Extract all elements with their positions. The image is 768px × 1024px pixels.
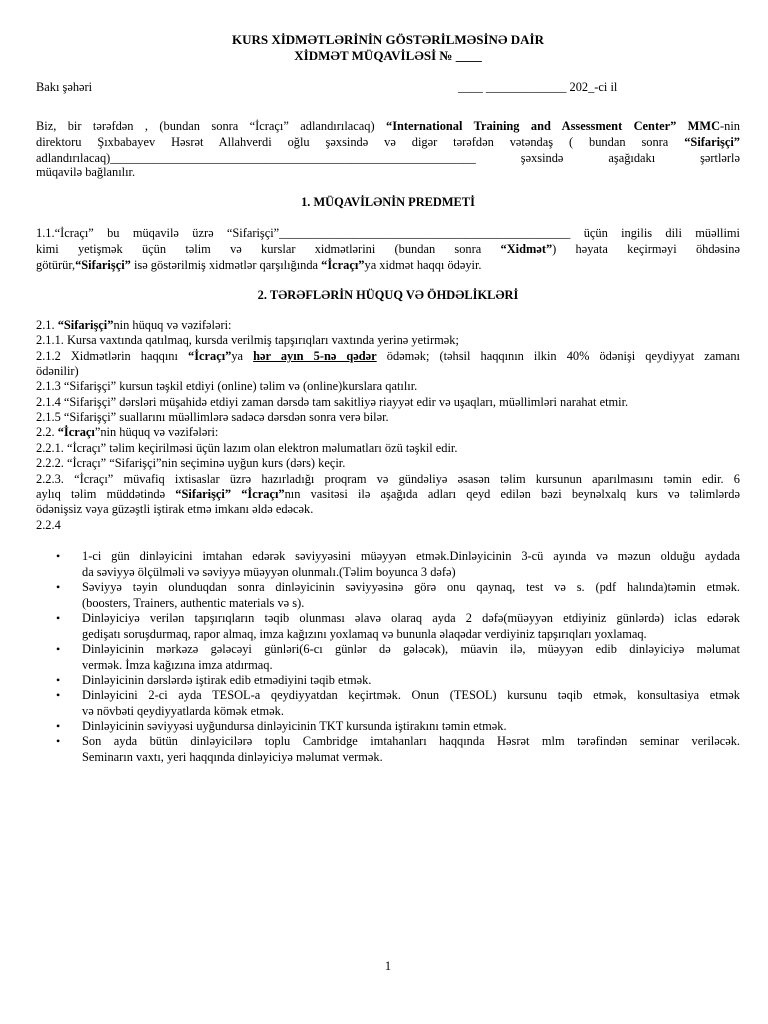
bullet-marker: • <box>56 673 61 687</box>
doc-title-line1: KURS XİDMƏTLƏRİNİN GÖSTƏRİLMƏSİNƏ DAİR <box>231 32 545 47</box>
section1-line-3: götürür,“Sifarişçi” isə göstərilmiş xidmətlər qarşılığında “İcraçı”ya xidmət haqqı ödəyir. <box>36 258 482 272</box>
clause-2-2: 2.2. “İcraçı”nin hüquq və vəzifələri: <box>36 425 219 439</box>
clause-2-1: 2.1. “Sifarişçi”nin hüquq və vəzifələri: <box>36 318 232 332</box>
clause-2-1-2: 2.1.2 Xidmətlərin haqqını “İcraçı”ya hər ayın 5-nə qədər ödəmək; (təhsil haqqının ilkin 40% ödənişi qeydiyyat zamanı <box>36 349 740 363</box>
intro-line-2: direktoru Şıxbabayev Həsrət Allahverdi oğlu şəxsində və digər tərəfdən vətəndaş ( bundan sonra “Sifarişçi” <box>36 135 740 149</box>
clause-2-1-5: 2.1.5 “Sifarişçi” suallarını müəllimlərə sadəcə dərsdən sonra verə bilər. <box>36 410 389 424</box>
bullet-item-line: Dinləyiciyə verilən tapşırıqların təqib olunması əlavə olaraq ayda 2 dəfə(müəyyən etdiyiniz günlərdə) iclas edərək <box>82 611 740 625</box>
clause-2-2-3: 2.2.3. “İcraçı” müvafiq ixtisaslar üzrə hazırladığı proqram və gündəliyə əsasən təlim kursunun aparılmasını təmin edir. 6 <box>36 472 740 486</box>
clause-2-2-1: 2.2.1. “İcraçı” təlim keçirilməsi üçün lazım olan elektron məlumatları özü təşkil edir. <box>36 441 458 455</box>
doc-title-line2: XİDMƏT MÜQAVİLƏSİ № ____ <box>294 48 482 63</box>
bullet-item-line: və növbəti qeydiyyatlarda kömək etmək. <box>82 704 284 718</box>
clause-2-1-3: 2.1.3 “Sifarişçi” kursun təşkil etdiyi (online) təlim və (online)kurslara qatılır. <box>36 379 418 393</box>
bullet-item-line: vermək. İmza kağızına imza atdırmaq. <box>82 658 273 672</box>
section2-heading: 2. TƏRƏFLƏRİN HÜQUQ VƏ ÖHDƏLİKLƏRİ <box>257 288 519 302</box>
clause-2-1-1: 2.1.1. Kursa vaxtında qatılmaq, kursda verilmiş tapşırıqları vaxtında yerinə yetirmək; <box>36 333 459 347</box>
clause-2-2-2: 2.2.2. “İcraçı” “Sifarişçi”nin seçiminə uyğun kurs (dərs) keçir. <box>36 456 346 470</box>
city-label: Bakı şəhəri <box>36 80 93 94</box>
bullet-item-line: Səviyyə təyin olunduqdan sonra dinləyicinin səviyyəsinə görə onu qaynaq, test və s. (pdf halında)təmin etmək. <box>82 580 740 594</box>
intro-line-1: Biz, bir tərəfdən , (bundan sonra “İcraçı” adlandırılacaq) “International Training and Assessment Center” MMC-nin <box>36 119 740 133</box>
bullet-item-line: Dinləyicinin mərkəzə gələcəyi günləri(6-cı günlər də gələcək), müavin ilə, müəyyən edib dinləyiciyə məlumat <box>82 642 740 656</box>
clause-2-2-4: 2.2.4 <box>36 518 61 532</box>
clause-2-1-2-cont: ödənilir) <box>36 364 79 378</box>
bullet-item-line: da səviyyə ölçülməli və səviyyə müəyyən olunmalı.(Təlim boyunca 3 dəfə) <box>82 565 456 579</box>
bullet-item-line: Son ayda bütün dinləyicilərə toplu Cambridge imtahanları haqqında Həsrət mlm tərəfindən seminar veriləcək. <box>82 734 740 748</box>
bullet-marker: • <box>56 719 61 733</box>
clause-2-1-4: 2.1.4 “Sifarişçi” dərsləri müşahidə etdiyi zaman dərsdə tam sakitliyə riayyət edir və uşaqları, müəllimləri narahat etmir. <box>36 395 629 409</box>
bullet-item-line: Dinləyicinin dərslərdə iştirak edib etmədiyini təqib etmək. <box>82 673 372 687</box>
bullet-marker: • <box>56 734 61 748</box>
section1-line-1: 1.1.“İcraçı” bu müqavilə üzrə “Sifarişçi”_______________________________________________ üçün ingilis dili müəllimi <box>36 226 740 240</box>
intro-line-3: adlandırılacaq)___________________________________________________________ şəxsində aşağıdakı şərtlərlə <box>36 151 740 165</box>
section1-line-2: kimi yetişmək üçün təlim və kurslar xidmətlərini (bundan sonra “Xidmət”) həyata keçirməyi öhdəsinə <box>36 242 740 256</box>
section1-heading: 1. MÜQAVİLƏNİN PREDMETİ <box>301 195 475 209</box>
clause-2-2-3-cont: aylıq təlim müddətində “Sifarişçi” “İcraçı”nın vasitəsi ilə aşağıda adları qeyd edilən bəzi beynəlxalq kurs və təlimlərdə <box>36 487 740 501</box>
bullet-item-line: Dinləyicinin səviyyəsi uyğundursa dinləyicinin TKT kursunda iştirakını təmin etmək. <box>82 719 507 733</box>
bullet-item-line: 1-ci gün dinləyicini imtahan edərək səviyyəsini müəyyən etmək.Dinləyicinin 3-cü ayında və məzun olduğu aydada <box>82 549 740 563</box>
bullet-marker: • <box>56 549 61 563</box>
bullet-item-line: Seminarın vaxtı, yeri haqqında dinləyiciyə məlumat vermək. <box>82 750 383 764</box>
bullet-marker: • <box>56 611 61 625</box>
bullet-marker: • <box>56 642 61 656</box>
bullet-marker: • <box>56 688 61 702</box>
bullet-item-line: Dinləyicini 2-ci ayda TESOL-a qeydiyyatdan keçirtmək. Onun (TESOL) kursunu təqib etmək, konsultasiya etmək <box>82 688 740 702</box>
bullet-marker: • <box>56 580 61 594</box>
date-field: ____ _____________ 202_-ci il <box>458 80 618 94</box>
page-number: 1 <box>384 959 392 973</box>
bullet-item-line: gedişatı soruşdurmaq, rapor almaq, imza kağızını yoxlamaq və bununla əlaqədar verdiyiniz tapşırıqları yoxlamaq. <box>82 627 647 641</box>
bullet-item-line: (boosters, Trainers, authentic materials və s). <box>82 596 305 610</box>
intro-line-4: müqavilə bağlanılır. <box>36 165 136 179</box>
clause-2-2-3-end: ödənişsiz vəya güzəştli iştirak etmə imkanı əldə edəcək. <box>36 502 314 516</box>
